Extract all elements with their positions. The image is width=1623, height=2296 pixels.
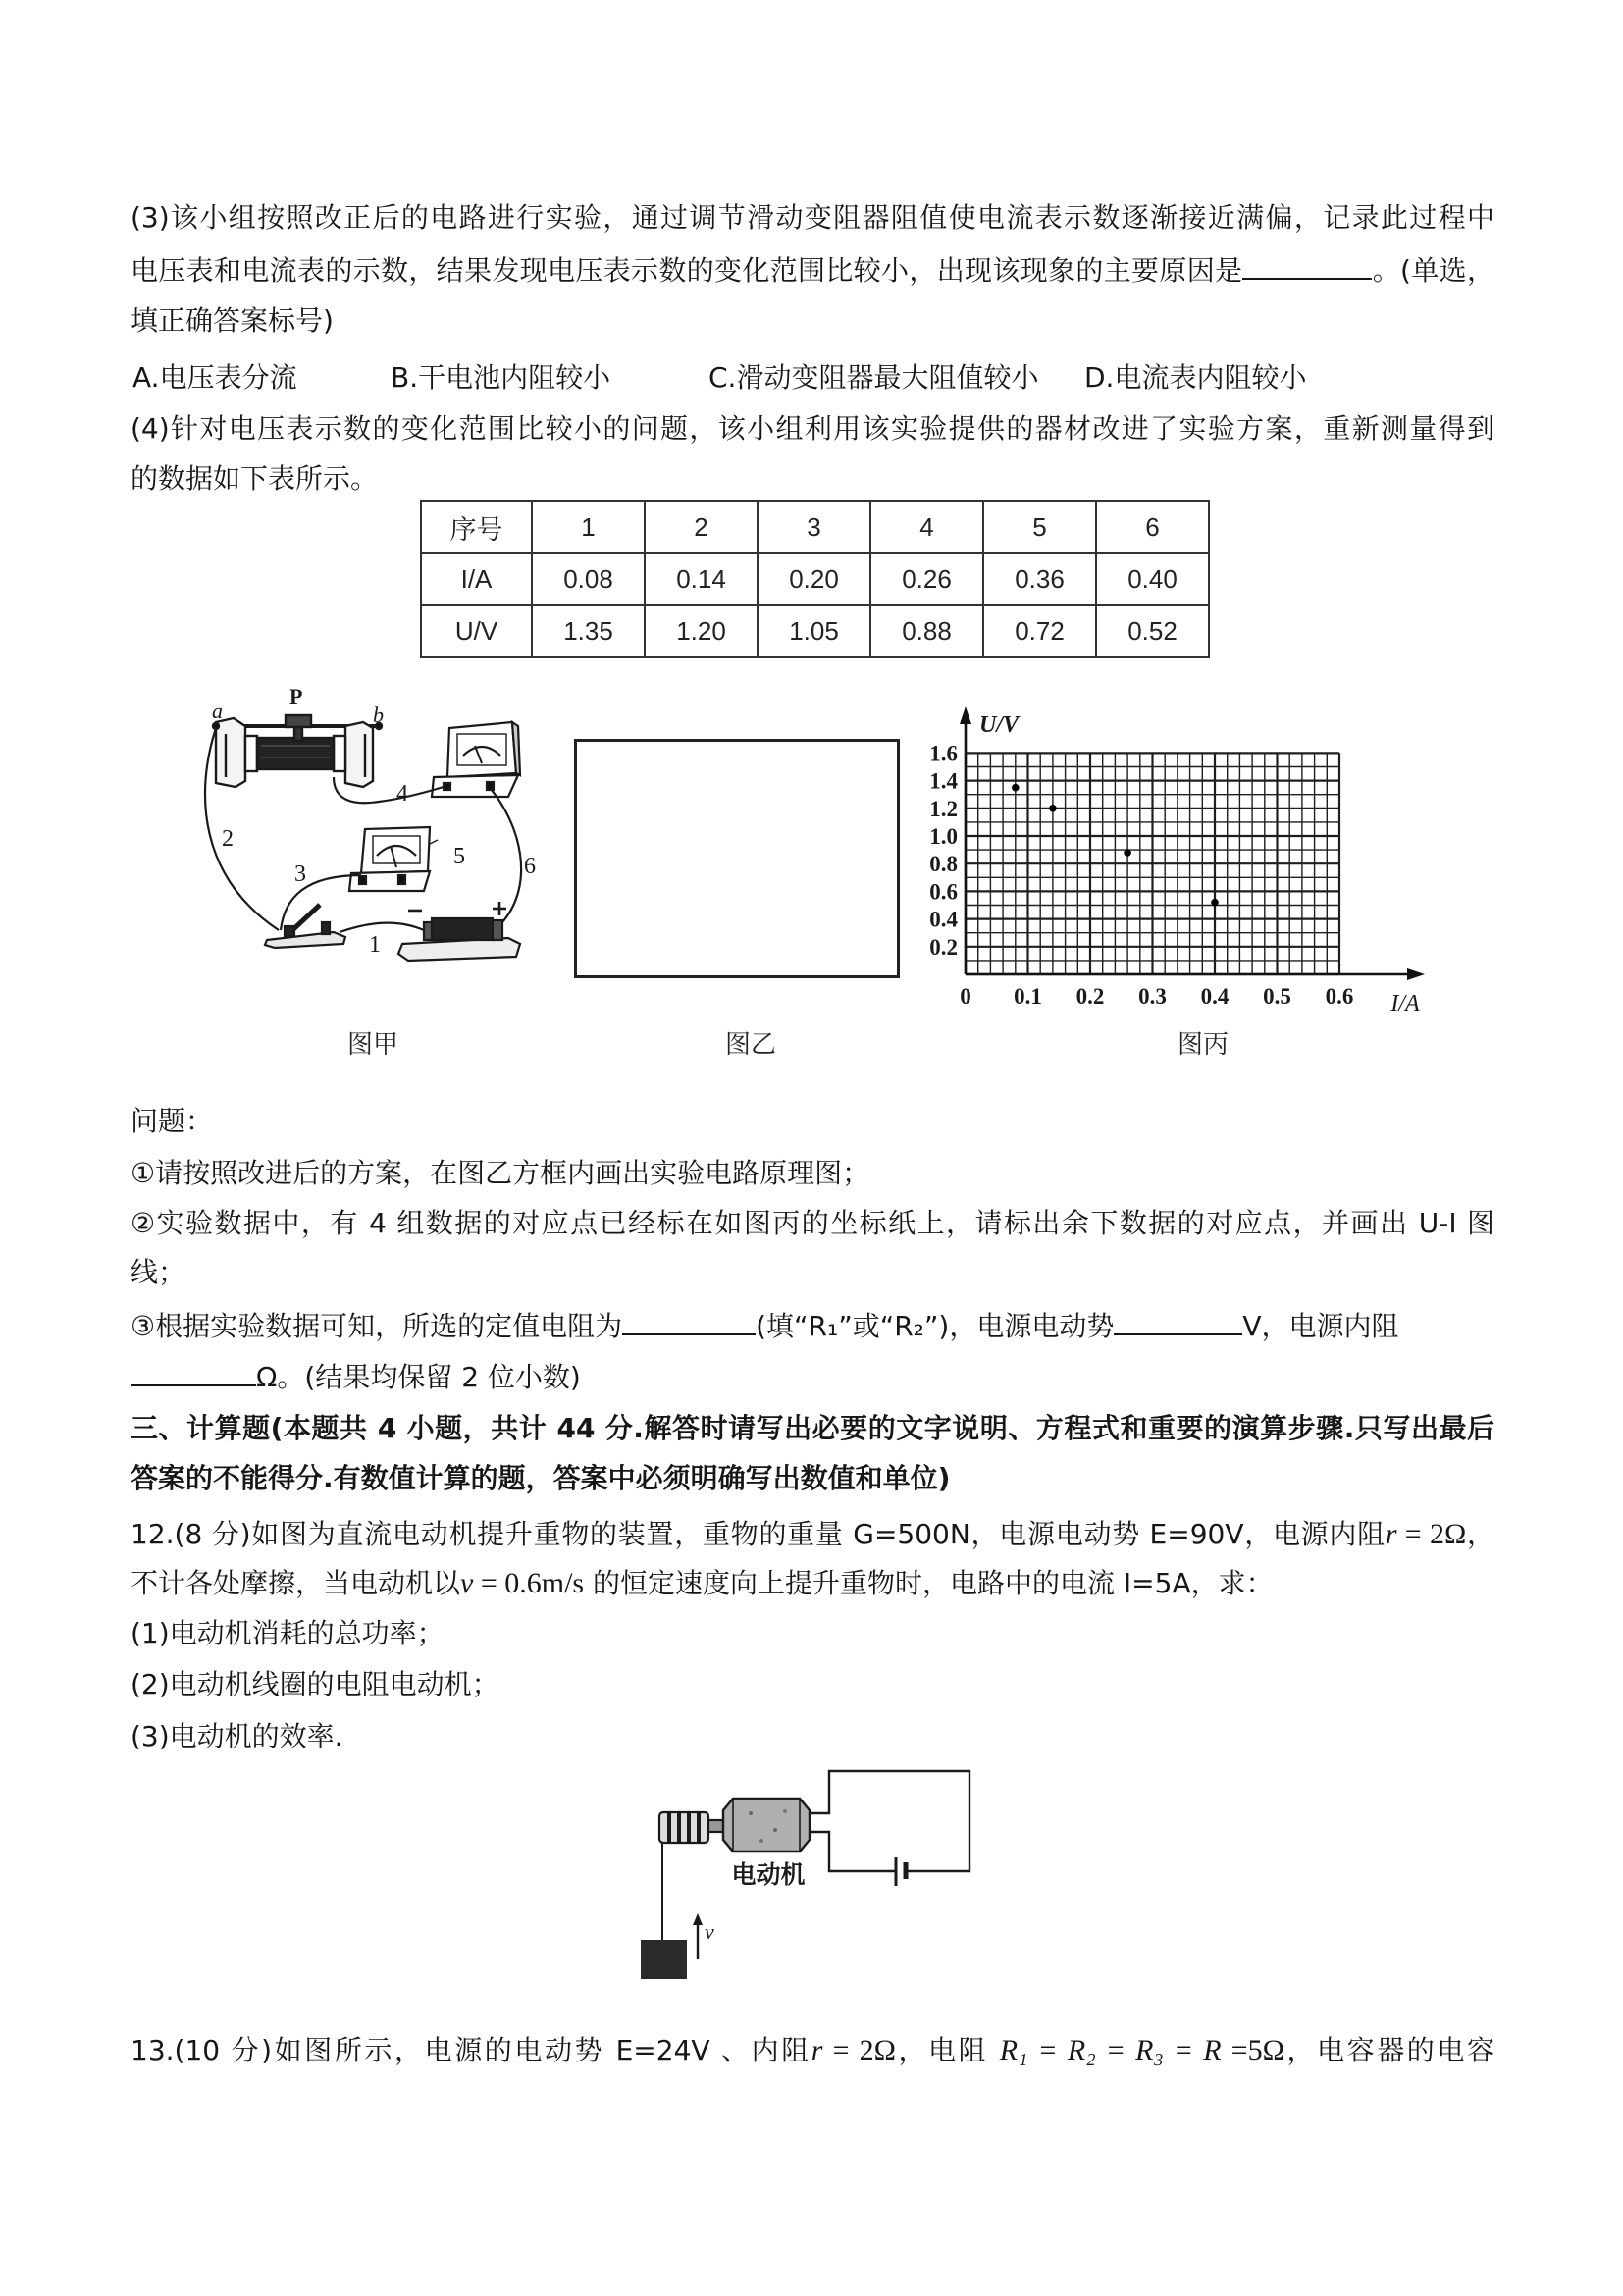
q13-value-resistors: =5Ω — [1221, 2034, 1284, 2066]
voltmeter-terminal — [444, 783, 450, 790]
motor-label: 电动机 — [731, 1860, 806, 1889]
ammeter-terminal — [359, 876, 366, 884]
answer-blank-emf — [1114, 1306, 1242, 1335]
rheostat — [213, 715, 382, 787]
q3-line-3: 填正确答案标号) — [131, 304, 334, 337]
x-tick-label: 0.1 — [1014, 984, 1042, 1009]
answer-blank-resistor — [622, 1306, 756, 1335]
figure-jia-circuit — [196, 684, 550, 981]
q12-value-v: = 0.6m/s — [473, 1567, 585, 1599]
battery — [398, 902, 520, 961]
y-axis-arrow-icon — [960, 706, 971, 724]
q12-line-2 — [131, 1564, 1494, 1603]
label-terminal-b: b — [373, 703, 384, 727]
question-item-3-text: (填“R₁”或“R₂”)，电源电动势 — [756, 1310, 1115, 1342]
y-tick-label: 0.6 — [929, 879, 958, 905]
x-axis-label: I/A — [1390, 991, 1420, 1017]
q12-sub-3: (3)电动机的效率. — [131, 1720, 343, 1752]
motor-axle — [708, 1820, 723, 1832]
label-wire-1: 1 — [369, 932, 381, 958]
x-tick-label: 0.3 — [1138, 984, 1167, 1009]
data-point — [1012, 784, 1020, 792]
y-tick-label: 0.4 — [929, 907, 958, 932]
motor-texture — [783, 1809, 787, 1813]
option-a: A.电压表分流 — [132, 361, 297, 393]
table-cell: U/V — [421, 605, 532, 657]
option-b: B.干电池内阻较小 — [391, 361, 611, 393]
y-tick-label: 1.4 — [929, 768, 958, 794]
section-3-heading-line-1: 三、计算题(本题共 4 小题，共计 44 分.解答时请写出必要的文字说明、方程式和重要的演算步骤.只写出最后 — [131, 1412, 1494, 1444]
q12-value-r: = 2Ω — [1396, 1518, 1467, 1550]
battery-cells — [432, 918, 493, 940]
question-item-2-line-2: 线； — [131, 1256, 186, 1288]
question-item-3-text: ③根据实验数据可知，所选的定值电阻为 — [131, 1310, 623, 1342]
table-row — [421, 605, 1209, 657]
velocity-label: v — [705, 1919, 714, 1944]
table-cell: 1.05 — [758, 605, 870, 657]
q4-line-2: 的数据如下表所示。 — [131, 462, 379, 495]
q13-var-r: r — [811, 2034, 823, 2066]
answer-blank-internal-resistance — [131, 1357, 256, 1386]
x-tick-label: 0.6 — [1325, 984, 1354, 1009]
q3-line-2-text: 电压表和电流表的示数，结果发现电压表示数的变化范围比较小，出现该现象的主要原因是 — [131, 254, 1243, 287]
q12-text: 的恒定速度向上提升重物时，电路中的电流 I=5A，求： — [584, 1567, 1274, 1599]
q13-text: ，电阻 — [895, 2034, 1000, 2066]
label-wire-4: 4 — [396, 781, 408, 807]
table-cell: 0.52 — [1096, 605, 1209, 657]
table-header-row — [421, 501, 1209, 553]
voltmeter — [432, 722, 520, 797]
ammeter — [349, 827, 438, 891]
table-row — [421, 553, 1209, 605]
ammeter-side — [430, 840, 438, 844]
table-cell: 0.26 — [870, 553, 983, 605]
figure-yi-drawing-box — [574, 739, 900, 978]
battery-base — [398, 938, 520, 961]
x-tick-label: 0.2 — [1075, 984, 1105, 1009]
rheostat-coil — [257, 738, 334, 769]
switch-base — [265, 932, 345, 948]
figure-motor-lifting — [628, 1756, 1001, 2002]
q12-line-1 — [131, 1515, 1494, 1554]
motor-texture — [759, 1839, 763, 1843]
q12-sub-2: (2)电动机线圈的电阻电动机； — [131, 1668, 499, 1700]
q12-var-v: v — [460, 1567, 474, 1599]
voltmeter-dial — [457, 734, 506, 765]
question-item-3-line-1 — [131, 1306, 1494, 1345]
y-tick-label: 1.6 — [929, 741, 958, 766]
circuit-wire — [810, 1771, 969, 1871]
rheostat-right-plate — [345, 722, 373, 787]
table-cell: 4 — [870, 501, 983, 553]
label-slider-p: P — [289, 684, 303, 708]
x-axis-arrow-icon — [1407, 968, 1425, 980]
grid — [966, 753, 1339, 974]
q3-line-2-tail: 。(单选， — [1372, 254, 1494, 287]
motor-texture — [773, 1828, 777, 1832]
q12-text: 不计各处摩擦，当电动机以 — [131, 1567, 461, 1599]
data-point — [1124, 849, 1131, 857]
winch-drum — [659, 1812, 723, 1843]
table-cell: 0.40 — [1096, 553, 1209, 605]
q12-text: 12.(8 分)如图为直流电动机提升重物的装置，重物的重量 G=500N，电源电动势 E=90V，电源内阻 — [131, 1518, 1386, 1550]
motor — [723, 1799, 810, 1852]
q3-line-1: (3)该小组按照改正后的电路进行实验，通过调节滑动变阻器阻值使电流表示数逐渐接近满偏，记录此过程中 — [131, 201, 1494, 234]
table-cell: 1.20 — [645, 605, 758, 657]
caption-figure-jia: 图甲 — [346, 1030, 398, 1060]
data-table — [420, 500, 1210, 658]
table-cell: 0.72 — [983, 605, 1096, 657]
label-wire-2: 2 — [222, 826, 234, 852]
q13-text: 13.(10 分)如图所示，电源的电动势 E=24V 、内阻 — [131, 2034, 812, 2066]
motor-body — [723, 1799, 810, 1852]
rheostat-left-plate — [216, 718, 245, 787]
switch-contact — [322, 922, 330, 934]
q12-var-r: r — [1385, 1518, 1397, 1550]
table-cell: 序号 — [421, 501, 532, 553]
rheostat-tube-end — [245, 736, 257, 771]
wire-1 — [340, 923, 424, 932]
table-cell: 6 — [1096, 501, 1209, 553]
drum-body — [659, 1812, 708, 1843]
table-cell: 1 — [532, 501, 645, 553]
switch — [265, 905, 345, 948]
q13-resistors: R₁ = R₂ = R₃ = R — [999, 2034, 1222, 2066]
table-cell: 0.08 — [532, 553, 645, 605]
question-item-1: ①请按照改进后的方案，在图乙方框内画出实验电路原理图； — [131, 1157, 870, 1189]
q13-value-r: = 2Ω — [822, 2034, 896, 2066]
section-3-heading-line-2: 答案的不能得分.有数值计算的题，答案中必须明确写出数值和单位) — [131, 1462, 951, 1494]
motor-circuit — [810, 1771, 969, 1886]
table-cell: 0.36 — [983, 553, 1096, 605]
y-tick-label: 1.2 — [929, 796, 958, 821]
q12-text: ， — [1466, 1518, 1494, 1550]
q3-line-2 — [131, 250, 1494, 289]
caption-figure-bing: 图丙 — [1177, 1030, 1229, 1060]
table-cell: I/A — [421, 553, 532, 605]
label-wire-3: 3 — [294, 861, 306, 887]
table-cell: 3 — [758, 501, 870, 553]
questions-heading: 问题： — [131, 1105, 214, 1137]
rheostat-tube-end — [334, 736, 345, 771]
caption-figure-yi: 图乙 — [724, 1030, 776, 1060]
data-point — [1049, 805, 1057, 812]
table-cell: 5 — [983, 501, 1096, 553]
q13-text: ，电容器的电容 — [1283, 2034, 1494, 2066]
y-tick-label: 1.0 — [929, 824, 958, 849]
table-cell: 1.35 — [532, 605, 645, 657]
weight-block — [641, 1940, 687, 1979]
data-point — [1211, 899, 1219, 907]
battery-end — [424, 922, 432, 940]
q4-line-1: (4)针对电压表示数的变化范围比较小的问题，该小组利用该实验提供的器材改进了实验方案，重新测量得到 — [131, 412, 1494, 444]
label-wire-5: 5 — [453, 844, 465, 869]
question-item-2-line-1: ②实验数据中，有 4 组数据的对应点已经标在如图丙的坐标纸上，请标出余下数据的对应点，并画出 U-I 图 — [131, 1207, 1494, 1239]
slider-stem — [294, 727, 302, 741]
table-cell: 2 — [645, 501, 758, 553]
x-tick-label: 0.5 — [1263, 984, 1291, 1009]
circuit-wire — [810, 1832, 896, 1871]
x-tick-label: 0.4 — [1200, 984, 1230, 1009]
voltmeter-terminal — [487, 782, 494, 790]
q13-line-1 — [131, 2031, 1494, 2070]
question-item-3-text: Ω。(结果均保留 2 位小数) — [256, 1361, 581, 1393]
ammeter-terminal — [398, 875, 405, 884]
q12-sub-1: (1)电动机消耗的总功率； — [131, 1617, 445, 1649]
option-c: C.滑动变阻器最大阻值较小 — [708, 361, 1039, 393]
table-cell: 0.88 — [870, 605, 983, 657]
question-item-3-text: V，电源内阻 — [1242, 1310, 1399, 1342]
wire-6 — [491, 789, 521, 922]
y-tick-label: 0.2 — [929, 934, 958, 960]
table-cell: 0.14 — [645, 553, 758, 605]
y-tick-label: 0.8 — [929, 852, 958, 877]
velocity-arrowhead-icon — [693, 1913, 703, 1925]
motor-texture — [749, 1811, 753, 1815]
ammeter-dial — [373, 836, 420, 863]
option-d: D.电流表内阻较小 — [1084, 361, 1307, 393]
switch-hinge — [285, 926, 294, 936]
label-terminal-a: a — [212, 699, 223, 723]
label-wire-6: 6 — [524, 854, 536, 879]
x-tick-label: 0 — [960, 984, 971, 1009]
slider-p — [286, 715, 311, 727]
figure-bing-ui-chart — [883, 687, 1452, 1040]
question-item-3-line-2 — [131, 1357, 1494, 1396]
table-cell: 0.20 — [758, 553, 870, 605]
y-axis-label: U/V — [979, 712, 1020, 738]
answer-blank — [1242, 250, 1372, 280]
battery-end — [493, 920, 502, 940]
